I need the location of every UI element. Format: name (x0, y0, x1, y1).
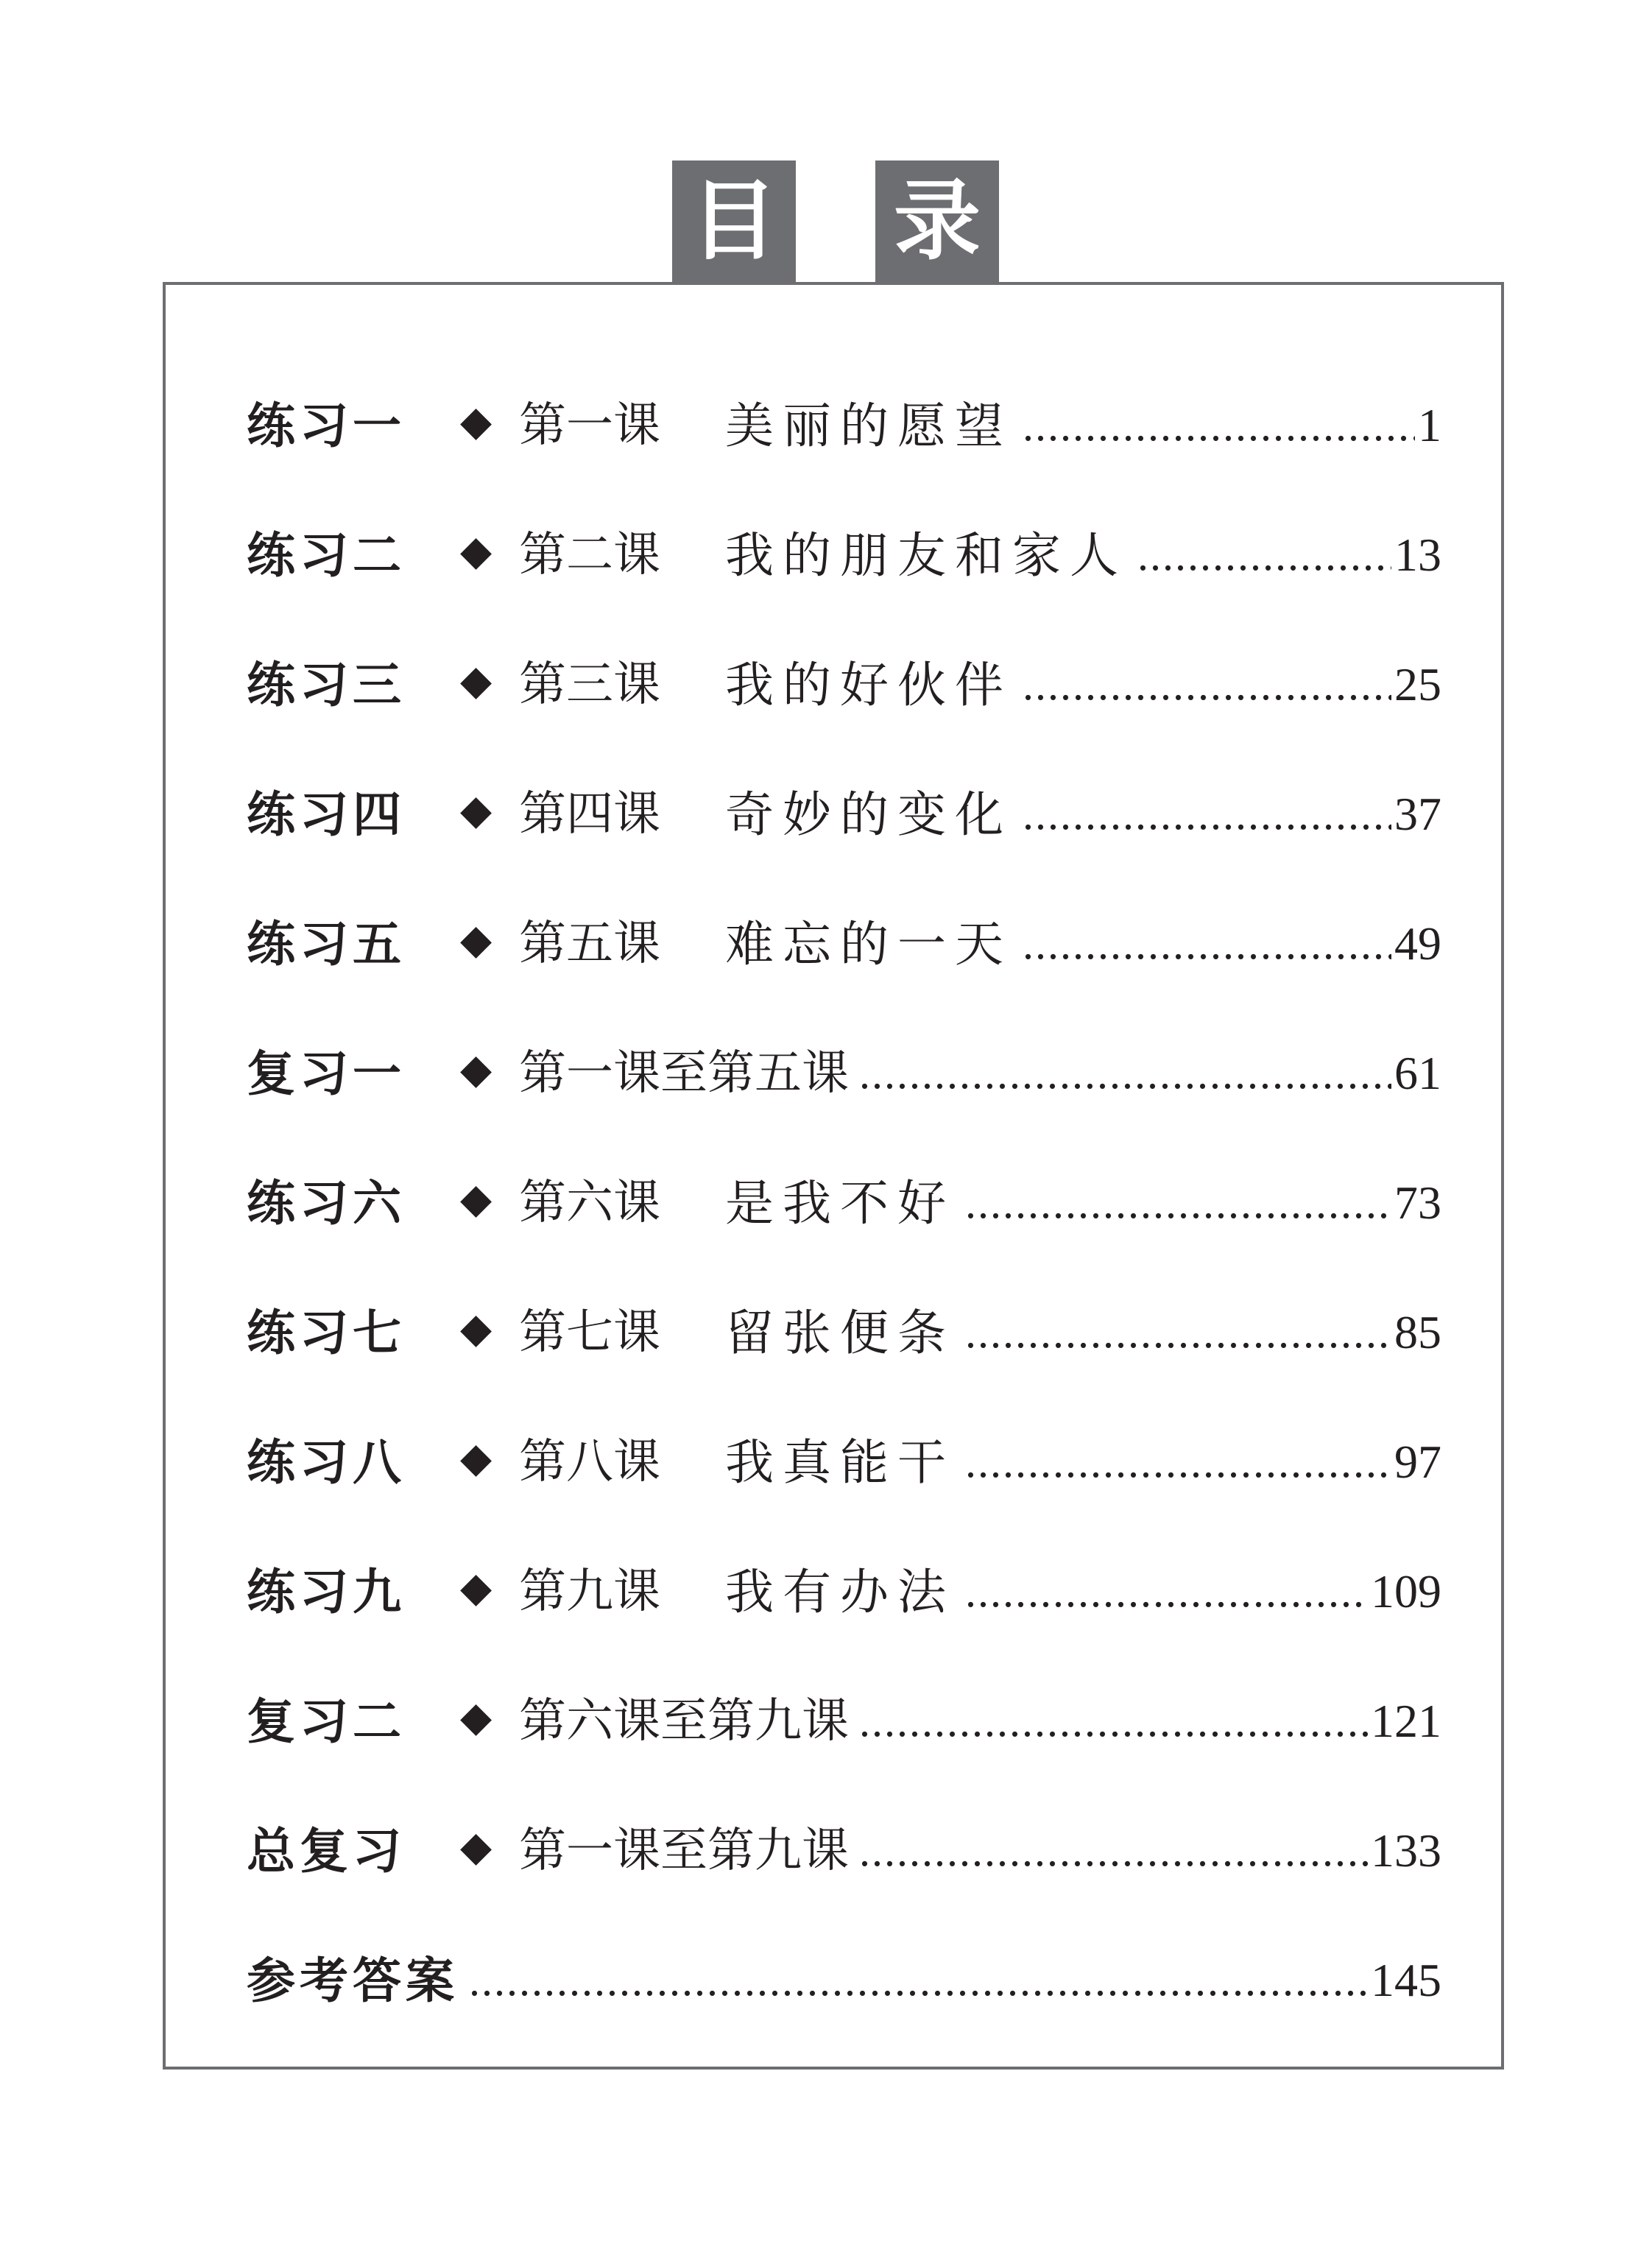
diamond-icon: ◆ (460, 656, 493, 705)
toc-entry[interactable] (247, 1263, 1441, 1393)
page-number: 37 (1394, 788, 1441, 840)
topic-title: 奇妙的变化 (725, 786, 1012, 843)
toc-entry[interactable] (247, 1911, 1441, 2041)
lesson-label: 第一课 (519, 398, 660, 453)
diamond-icon: ◆ (460, 1433, 493, 1482)
page-number: 97 (1394, 1436, 1441, 1488)
lesson-label: 第三课 (519, 657, 660, 712)
toc-entry[interactable] (247, 1523, 1441, 1652)
exercise-label: 练习九 (247, 1563, 406, 1620)
page-number: 25 (1394, 658, 1441, 710)
diamond-icon: ◆ (460, 1693, 493, 1741)
diamond-icon: ◆ (460, 786, 493, 834)
diamond-icon: ◆ (460, 1174, 493, 1223)
topic-title: 是我不好 (725, 1174, 955, 1232)
page-number: 133 (1371, 1824, 1441, 1877)
dot-leader (859, 1826, 1368, 1877)
dot-leader (965, 1437, 1391, 1488)
exercise-label: 练习六 (247, 1174, 406, 1232)
page-number: 61 (1394, 1047, 1441, 1099)
table-of-contents (247, 356, 1441, 2041)
lesson-label: 第四课 (519, 787, 660, 842)
topic-title: 美丽的愿望 (725, 397, 1012, 454)
exercise-label: 复习一 (247, 1045, 406, 1102)
page-number: 13 (1394, 529, 1441, 581)
topic-title: 我的朋友和家人 (725, 526, 1127, 584)
toc-entry[interactable] (247, 356, 1441, 486)
diamond-icon: ◆ (460, 1563, 493, 1612)
dot-leader (859, 1696, 1368, 1747)
topic-title: 难忘的一天 (725, 915, 1012, 973)
toc-entry[interactable] (247, 875, 1441, 1004)
exercise-label: 练习三 (247, 656, 406, 713)
lesson-label: 第八课 (519, 1435, 660, 1489)
diamond-icon: ◆ (460, 1304, 493, 1352)
diamond-icon: ◆ (460, 526, 493, 575)
exercise-label: 练习七 (247, 1304, 406, 1361)
lesson-range-label: 第六课至第九课 (519, 1694, 849, 1749)
dot-leader (469, 1955, 1368, 2006)
dot-leader (1023, 660, 1391, 710)
page-number: 109 (1371, 1565, 1441, 1617)
exercise-label: 复习二 (247, 1693, 406, 1750)
exercise-label: 练习五 (247, 915, 406, 973)
toc-entry[interactable] (247, 1782, 1441, 1911)
title-char-left: 目 (672, 160, 796, 282)
page-number: 73 (1394, 1176, 1441, 1229)
topic-title: 我真能干 (725, 1433, 955, 1491)
lesson-label: 第五课 (519, 917, 660, 971)
toc-entry[interactable] (247, 615, 1441, 745)
lesson-label: 第七课 (519, 1305, 660, 1360)
page-number: 145 (1371, 1954, 1441, 2006)
lesson-label: 第二课 (519, 528, 660, 582)
dot-leader (965, 1567, 1368, 1617)
dot-leader (859, 1048, 1391, 1099)
dot-leader (965, 1308, 1391, 1358)
diamond-icon: ◆ (460, 915, 493, 964)
exercise-label: 总复习 (247, 1822, 406, 1880)
dot-leader (1137, 530, 1391, 581)
toc-entry[interactable] (247, 1134, 1441, 1263)
toc-entry[interactable] (247, 1393, 1441, 1523)
page-number: 121 (1371, 1695, 1441, 1747)
dot-leader (1023, 919, 1391, 970)
exercise-label: 练习二 (247, 526, 406, 584)
exercise-label: 练习八 (247, 1433, 406, 1491)
lesson-label: 第六课 (519, 1176, 660, 1230)
toc-entry[interactable] (247, 1652, 1441, 1782)
diamond-icon: ◆ (460, 1822, 493, 1871)
toc-entry[interactable] (247, 1004, 1441, 1134)
lesson-label: 第九课 (519, 1564, 660, 1619)
toc-entry[interactable] (247, 745, 1441, 875)
page-number: 85 (1394, 1306, 1441, 1358)
page-number: 49 (1394, 917, 1441, 970)
lesson-range-label: 第一课至第五课 (519, 1046, 849, 1101)
lesson-range-label: 第一课至第九课 (519, 1824, 849, 1878)
diamond-icon: ◆ (460, 1045, 493, 1093)
dot-leader (965, 1178, 1391, 1229)
exercise-label: 练习一 (247, 397, 406, 454)
exercise-label: 练习四 (247, 786, 406, 843)
topic-title: 我的好伙伴 (725, 656, 1012, 713)
topic-title: 我有办法 (725, 1563, 955, 1620)
dot-leader (1023, 401, 1415, 451)
toc-entry[interactable] (247, 486, 1441, 615)
diamond-icon: ◆ (460, 397, 493, 445)
title-char-right: 录 (875, 160, 999, 282)
topic-title: 留张便条 (725, 1304, 955, 1361)
answer-key-label: 参考答案 (247, 1952, 459, 2009)
page-number: 1 (1418, 399, 1441, 451)
dot-leader (1023, 789, 1391, 840)
